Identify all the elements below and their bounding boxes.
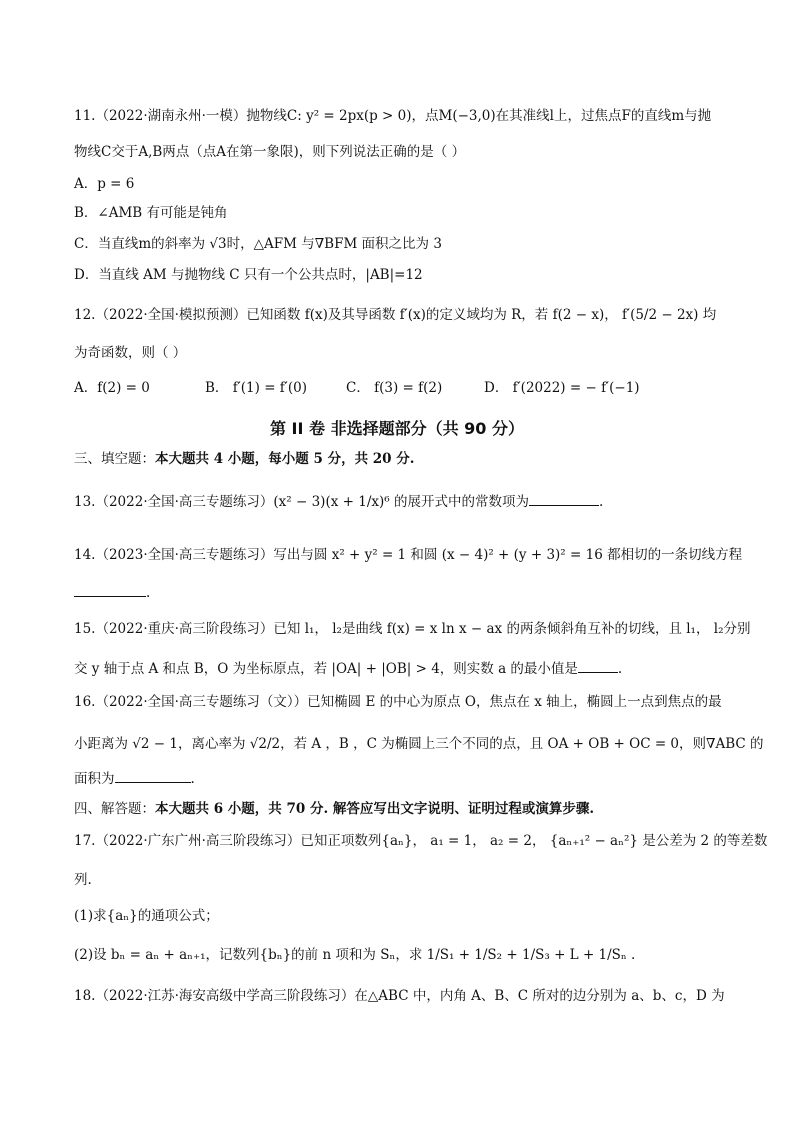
q11-line1: 11.（2022·湖南永州·一模）抛物线C: y² = 2px(p > 0)，点M(−3,0)在其准线l上，过焦点F的直线m与抛 (74, 108, 712, 124)
q16-end: . (190, 771, 195, 787)
q14-line2 (74, 582, 730, 603)
section-title: 第 II 卷 非选择题部分（共 90 分） (269, 419, 525, 438)
q13-answer-blank[interactable] (529, 491, 599, 506)
q11-option-b: B．∠AMB 有可能是钝角 (74, 205, 228, 221)
q12-line2: 为奇函数，则（ ） (74, 345, 187, 361)
q12-line1: 12.（2022·全国·模拟预测）已知函数 f(x)及其导函数 f′(x)的定义域均为 R，若 f(2 − x)， f′(5/2 − 2x) 均 (74, 307, 717, 323)
q11-line2: 物线C交于A,B两点（点A在第一象限)，则下列说法正确的是（ ） (74, 144, 466, 160)
q17-line1: 17.（2022·广东广州·高三阶段练习）已知正项数列{aₙ}， a₁ = 1， a₂ = 2， {aₙ₊₁² − aₙ²} 是公差为 2 的等差数 (74, 833, 768, 849)
part4-heading (74, 799, 730, 819)
q12-option-d: D． f′(2022) = − f′(−1) (484, 380, 640, 396)
q12-option-a: A．f(2) = 0 (74, 380, 150, 396)
q15-answer-blank[interactable] (578, 658, 618, 673)
q15-end: . (617, 661, 623, 677)
q16-line2: 小距离为 √2 − 1，离心率为 √2/2，若 A ，B ，C 为椭圆上三个不同的点，且 OA + OB + OC = 0，则∇ABC 的 (74, 736, 764, 752)
q12-option-c: C． f(3) = f(2) (346, 380, 443, 396)
q15-line1: 15.（2022·重庆·高三阶段练习）已知 l₁， l₂是曲线 f(x) = x ln x − ax 的两条倾斜角互补的切线，且 l₁， l₂分别 (74, 621, 751, 637)
part4-prefix: 四、解答题： (74, 801, 155, 817)
q16-line1: 16.（2022·全国·高三专题练习（文））已知椭圆 E 的中心为原点 O，焦点在 x 轴上，椭圆上一点到焦点的最 (74, 694, 722, 710)
part3-heading (74, 449, 730, 469)
q13-end: . (598, 494, 604, 510)
q17-sub1: (1)求{aₙ}的通项公式； (74, 908, 219, 924)
q11-option-c: C．当直线m的斜率为 √3时，△AFM 与∇BFM 面积之比为 3 (74, 236, 442, 252)
q17-sub2: (2)设 bₙ = aₙ + aₙ₊₁，记数列{bₙ}的前 n 项和为 Sₙ，求 1/S₁ + 1/S₂ + 1/S₃ + L + 1/Sₙ . (74, 947, 636, 963)
q13-line (74, 491, 730, 512)
q16-text: 面积为 (74, 771, 115, 787)
q16-line3 (74, 768, 730, 789)
q11-option-d: D．当直线 AM 与抛物线 C 只有一个公共点时，|AB|=12 (74, 267, 423, 283)
q15-text: 交 y 轴于点 A 和点 B，O 为坐标原点，若 |OA| + |OB| > 4，则实数 a 的最小值是 (74, 661, 578, 677)
q12-option-b: B． f′(1) = f′(0) (205, 380, 307, 396)
q15-line2 (74, 658, 730, 679)
part4-desc: 本大题共 6 小题，共 70 分. 解答应写出文字说明、证明过程或演算步骤. (155, 801, 595, 817)
q14-end: . (146, 585, 151, 601)
part3-desc: 本大题共 4 小题，每小题 5 分，共 20 分. (155, 451, 415, 467)
q11-option-a: A．p = 6 (74, 176, 135, 192)
q17-line2: 列. (74, 872, 92, 888)
q13-text: 13.（2022·全国·高三专题练习）(x² − 3)(x + 1/x)⁶ 的展开式中的常数项为 (74, 494, 529, 510)
q18-line1: 18.（2022·江苏·海安高级中学高三阶段练习）在△ABC 中，内角 A、B、C 所对的边分别为 a、b、c，D 为 (74, 988, 725, 1004)
q14-answer-blank[interactable] (74, 582, 146, 597)
q16-answer-blank[interactable] (115, 768, 191, 783)
part3-prefix: 三、填空题： (74, 451, 155, 467)
q14-line1: 14.（2023·全国·高三专题练习）写出与圆 x² + y² = 1 和圆 (x − 4)² + (y + 3)² = 16 都相切的一条切线方程 (74, 547, 743, 563)
